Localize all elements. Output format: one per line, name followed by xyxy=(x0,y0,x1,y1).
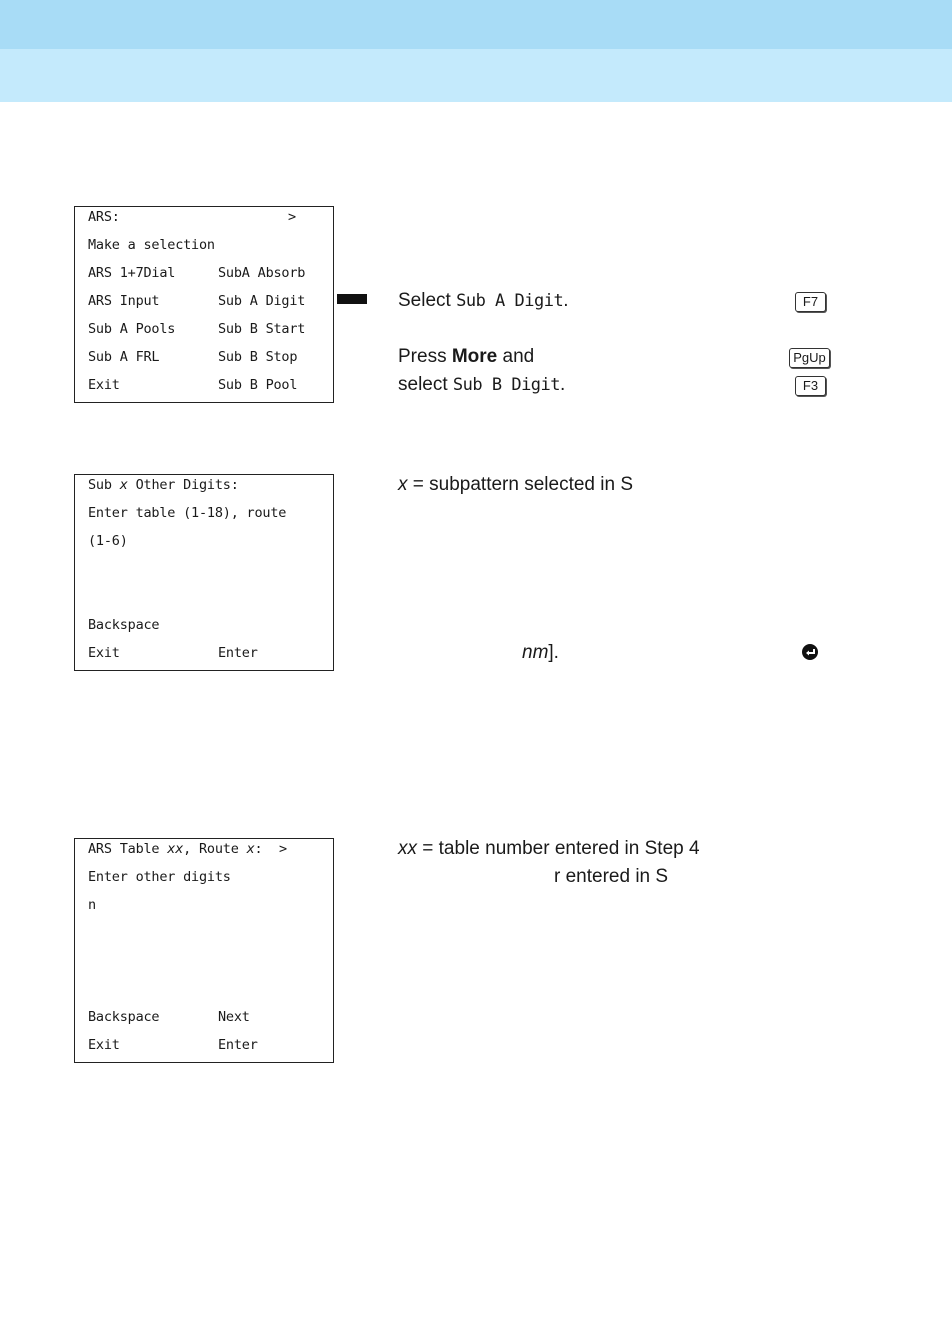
instruction-select-sub-b-digit: select Sub B Digit. xyxy=(398,374,566,395)
screen-title: ARS: xyxy=(88,209,120,225)
sub-other-digits-screen xyxy=(74,474,334,671)
backspace-button[interactable]: Backspace xyxy=(88,1009,160,1025)
key-f7[interactable]: F7 xyxy=(795,292,826,312)
enter-button[interactable]: Enter xyxy=(218,645,258,661)
menu-item-sub-a-frl[interactable]: Sub A FRL xyxy=(88,349,160,365)
menu-item-exit[interactable]: Exit xyxy=(88,377,120,393)
digits-field[interactable]: n xyxy=(88,897,96,913)
key-f3[interactable]: F3 xyxy=(795,376,826,396)
table-number-note: xx = table number entered in Step 4 xyxy=(398,838,700,859)
more-arrow: > xyxy=(288,209,296,225)
ars-menu-screen xyxy=(74,206,334,403)
return-key-icon xyxy=(801,643,819,661)
menu-item-sub-b-pool[interactable]: Sub B Pool xyxy=(218,377,298,393)
screen-title: Sub x Other Digits: xyxy=(88,477,239,493)
screen-prompt: Enter table (1-18), route xyxy=(88,505,287,521)
entry-format: nm]. xyxy=(522,642,559,663)
header-band-bottom xyxy=(0,49,952,102)
screen-range: (1-6) xyxy=(88,533,128,549)
next-button[interactable]: Next xyxy=(218,1009,250,1025)
pointer-arrow xyxy=(337,294,367,304)
route-number-note: r entered in S xyxy=(554,866,669,887)
menu-item-sub-a-digit[interactable]: Sub A Digit xyxy=(218,293,306,309)
enter-button[interactable]: Enter xyxy=(218,1037,258,1053)
key-pgup[interactable]: PgUp xyxy=(789,348,830,368)
exit-button[interactable]: Exit xyxy=(88,645,120,661)
backspace-button[interactable]: Backspace xyxy=(88,617,160,633)
menu-item-ars-1-7dial[interactable]: ARS 1+7Dial xyxy=(88,265,176,281)
ars-table-route-screen xyxy=(74,838,334,1063)
instruction-press-more: Press More and xyxy=(398,346,535,367)
instruction-select-sub-a-digit: Select Sub A Digit. xyxy=(398,290,569,311)
menu-item-sub-a-pools[interactable]: Sub A Pools xyxy=(88,321,176,337)
subpattern-note: x = subpattern selected in S xyxy=(398,474,634,495)
menu-item-sub-b-stop[interactable]: Sub B Stop xyxy=(218,349,298,365)
screen-prompt: Make a selection xyxy=(88,237,215,253)
menu-item-ars-input[interactable]: ARS Input xyxy=(88,293,160,309)
menu-item-suba-absorb[interactable]: SubA Absorb xyxy=(218,265,306,281)
menu-item-sub-b-start[interactable]: Sub B Start xyxy=(218,321,306,337)
more-arrow: > xyxy=(279,841,287,857)
screen-title: ARS Table xx, Route x: xyxy=(88,841,263,857)
exit-button[interactable]: Exit xyxy=(88,1037,120,1053)
screen-prompt: Enter other digits xyxy=(88,869,231,885)
header-band-top xyxy=(0,0,952,49)
